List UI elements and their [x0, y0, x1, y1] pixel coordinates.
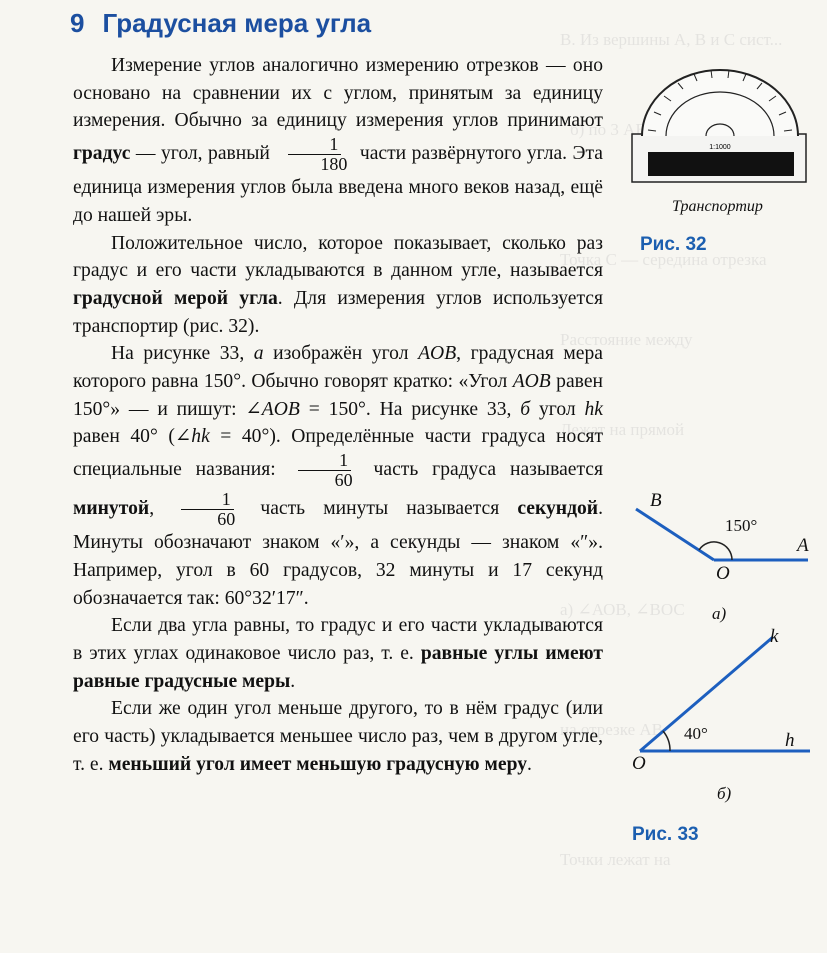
text-run: изображён угол	[263, 343, 419, 365]
italic-ref: б	[520, 398, 531, 420]
section-title: Градусная мера угла	[102, 8, 372, 38]
fraction-numerator: 1	[288, 135, 341, 155]
text-run: — угол, равный	[130, 143, 276, 165]
fraction-1-60	[294, 451, 356, 490]
italic-angle-name: AOB	[418, 343, 457, 365]
paragraph-3	[73, 340, 603, 612]
fraction-denominator: 60	[217, 509, 236, 530]
text-run: Положительное число, которое показывает, сколько раз градус и его части укладываются в данном угле, называется	[73, 232, 603, 282]
paragraph-4	[73, 612, 603, 695]
fraction-1-60-second	[176, 490, 238, 529]
point-a-label: A	[797, 535, 809, 556]
fraction-numerator: 1	[298, 451, 351, 471]
term-degree-measure: градусной мерой угла	[73, 287, 278, 309]
figure-33a-sublabel: а)	[712, 604, 727, 623]
protractor-illustration	[630, 60, 810, 185]
text-run: равен 150°» — и пишут: ∠	[73, 371, 603, 420]
paragraph-5	[73, 695, 603, 778]
text-run: , градусная мера которого равна 150°. Обычно говорят кратко: «Угол	[73, 343, 603, 393]
text-run: = 40°). Определённые части градуса носят специальные названия:	[73, 426, 604, 481]
italic-angle-name: hk	[191, 426, 210, 448]
italic-angle-name: AOB	[512, 371, 551, 393]
point-b-label: B	[650, 490, 662, 511]
italic-ref: а	[253, 343, 264, 365]
text-run: часть минуты называется	[242, 498, 518, 520]
ray-h-label: h	[785, 730, 795, 751]
text-run: Измерение углов аналогично измерению отрезков — оно основано на сравнении их с углом, принятым за единицу измерения. Обычно за единицу измерения углов принимают	[73, 55, 603, 132]
italic-angle-name: hk	[584, 398, 603, 420]
fraction-numerator: 1	[181, 490, 234, 510]
main-text	[73, 52, 603, 778]
rule-smaller-angle: меньший угол имеет меньшую градусную меру	[108, 753, 528, 775]
fraction-denominator: 180	[320, 154, 348, 175]
text-run: части развёрнутого угла. Эта единица измерения углов была введена много веков назад, ещё до нашей эры.	[73, 143, 603, 226]
figure-33-label: Рис. 33	[632, 824, 699, 845]
vertex-o-label-b: O	[632, 753, 646, 774]
angle-150-label: 150°	[725, 516, 758, 535]
text-run: . Для измерения углов используется транспортир (рис. 32).	[73, 287, 603, 337]
figure-33b-sublabel: б)	[717, 784, 732, 803]
figure-32-label: Рис. 32	[640, 234, 707, 255]
protractor-caption: Транспортир	[672, 198, 763, 215]
term-second: секундой	[517, 498, 599, 520]
text-run: Если два угла равны, то градус и его части укладываются в этих углах одинаковое число раз, т. е.	[73, 615, 603, 664]
rule-equal-angles: равные углы имеют равные градусные меры	[73, 642, 603, 692]
paragraph-2	[73, 230, 603, 341]
term-minute: минутой	[73, 498, 150, 520]
text-run: угол	[530, 398, 585, 420]
text-run: . Минуты обозначают знаком «′», а секунды — знаком «″». Например, угол в 60 градусов, 32 минуты и 17 секунд обозначается так: 60°32′17″.	[73, 498, 603, 609]
paragraph-1	[73, 52, 603, 230]
text-run: часть градуса называется	[359, 459, 603, 481]
fraction-denominator: 60	[334, 470, 353, 491]
angle-40-label: 40°	[684, 724, 708, 743]
page-bleed-through: В. Из вершины А, В и С сист... б) по 3 АВ-о. Точка С — середина отрезка Расстояние между Лежат на прямой а) ∠АОВ, ∠ВОС на отрезке АВ Точки лежат на	[560, 30, 783, 869]
text-run: ,	[149, 498, 173, 520]
term-degree: градус	[73, 143, 131, 165]
section-number: 9	[70, 8, 85, 38]
text-run: равен 40° (∠	[73, 426, 192, 448]
fraction-1-180	[279, 135, 350, 174]
text-run: Если же один угол меньше другого, то в нём градус (или его часть) укладывается меньшее число раз, чем в другом угле, т. е.	[73, 698, 603, 775]
ray-k-label: k	[770, 626, 779, 647]
protractor-scale-text: 1:1000	[709, 144, 731, 151]
text-run: .	[527, 753, 532, 775]
italic-angle-name: AOB	[261, 398, 300, 420]
text-run: .	[290, 670, 296, 692]
text-run: На рисунке 33,	[111, 343, 254, 365]
vertex-o-label-a: O	[716, 563, 730, 584]
section-heading	[70, 8, 371, 39]
text-run: = 150°. На рисунке 33,	[299, 398, 521, 420]
